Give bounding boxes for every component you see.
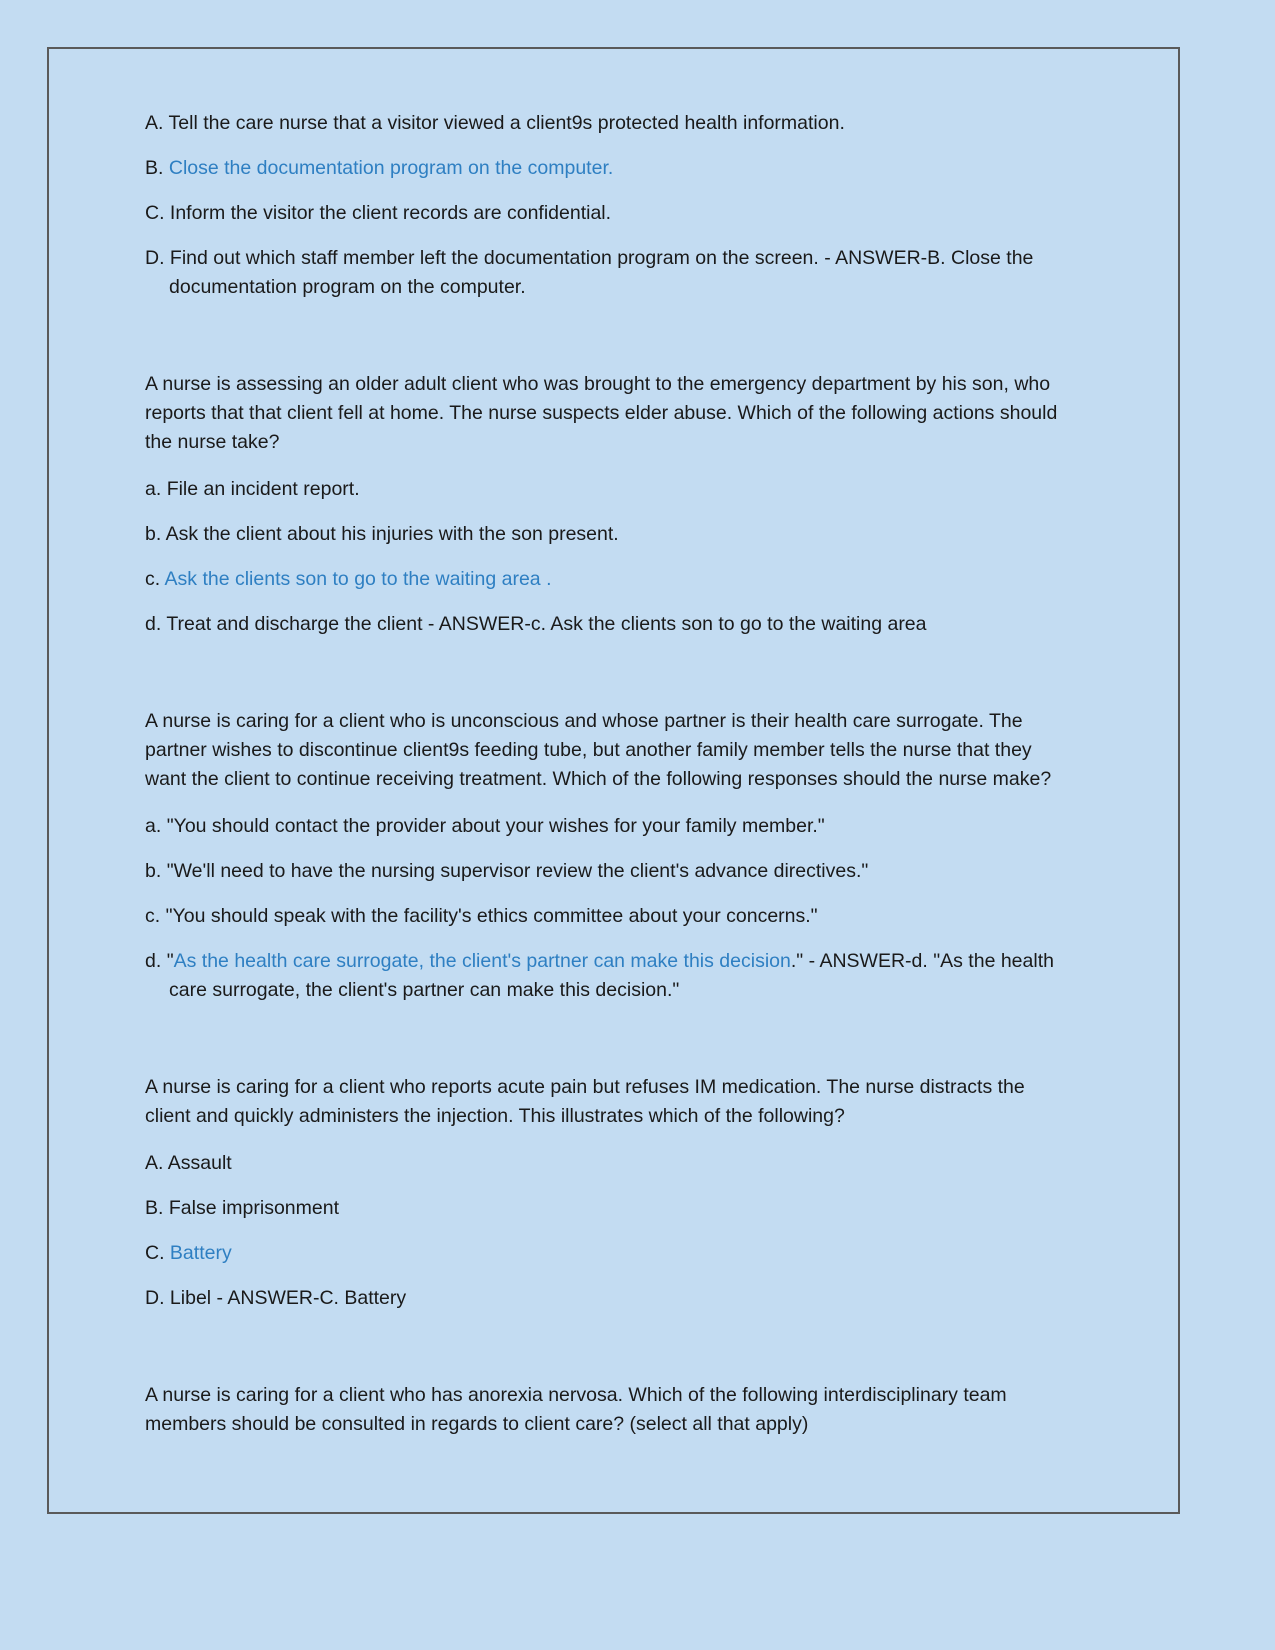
- option-d-1: [145, 244, 1075, 302]
- option-label: D.: [145, 1287, 165, 1309]
- option-text: "You should contact the provider about your wishes for your family member.": [166, 815, 825, 837]
- option-text: False imprisonment: [168, 1197, 339, 1219]
- option-label: d.: [145, 950, 162, 972]
- option-text: "We'll need to have the nursing supervisor review the client's advance directives.": [166, 860, 869, 882]
- option-text: Find out which staff member left the documentation program on the screen. - ANSWER-B. Close the documentation program on the computer.: [169, 247, 1034, 298]
- question-2: A nurse is assessing an older adult client who was brought to the emergency department by his son, who reports that that client fell at home. The nurse suspects elder abuse. Which of the following actions should the nurse take?: [145, 373, 1058, 453]
- question-4: A nurse is caring for a client who reports acute pain but refuses IM medication. The nurse distracts the client and quickly administers the injection. This illustrates which of the following?: [145, 1076, 1025, 1127]
- option-text: Tell the care nurse that a visitor viewed a client9s protected health information.: [168, 112, 845, 134]
- option-d-3: [145, 947, 1075, 1005]
- option-text: Libel - ANSWER-C. Battery: [169, 1287, 407, 1309]
- option-c-1: [145, 199, 1075, 228]
- option-label: B.: [145, 157, 164, 179]
- option-label: a.: [145, 815, 162, 837]
- option-text: "You should speak with the facility's ethics committee about your concerns.": [165, 905, 818, 927]
- option-label: C.: [145, 1242, 165, 1264]
- question-3: A nurse is caring for a client who is unconscious and whose partner is their health care surrogate. The partner wishes to discontinue client9s feeding tube, but another family member tells the nurse that they want the client to continue receiving treatment. Which of the following responses should the nurse make?: [145, 710, 1052, 790]
- option-d-2: [145, 610, 1075, 639]
- option-label: B.: [145, 1197, 164, 1219]
- option-c-3: [145, 902, 1075, 931]
- option-b-1: [145, 154, 1075, 183]
- option-label: A.: [145, 112, 164, 134]
- option-a-2: [145, 475, 1075, 504]
- section-gap-2: [145, 655, 1075, 707]
- document-page: [47, 47, 1180, 1514]
- option-label: b.: [145, 523, 162, 545]
- option-text: Close the documentation program on the computer.: [168, 157, 614, 179]
- section-gap-1: [145, 318, 1075, 370]
- option-text-post: ." - ANSWER-d. "As the health care surrogate, the client's partner can make this decision.": [169, 950, 1054, 1001]
- option-text: Ask the clients son to go to the waiting area .: [164, 568, 552, 590]
- option-b-4: [145, 1194, 1075, 1223]
- option-b-3: [145, 857, 1075, 886]
- option-label: D.: [145, 247, 165, 269]
- option-label: a.: [145, 478, 162, 500]
- option-text-highlighted: As the health care surrogate, the client's partner can make this decision: [173, 950, 791, 972]
- option-c-4: [145, 1239, 1075, 1268]
- option-a-1: [145, 109, 1075, 138]
- option-text: Treat and discharge the client - ANSWER-c. Ask the clients son to go to the waiting area: [166, 613, 927, 635]
- option-label: b.: [145, 860, 162, 882]
- option-label: C.: [145, 202, 165, 224]
- option-text: Ask the client about his injuries with the son present.: [165, 523, 619, 545]
- option-a-3: [145, 812, 1075, 841]
- option-a-4: [145, 1149, 1075, 1178]
- option-text: File an incident report.: [166, 478, 360, 500]
- document-content: [145, 109, 1075, 1457]
- option-label: A.: [145, 1152, 164, 1174]
- option-b-2: [145, 520, 1075, 549]
- option-label: d.: [145, 613, 162, 635]
- option-label: c.: [145, 905, 161, 927]
- option-text-pre: ": [166, 950, 174, 972]
- option-label: c.: [145, 568, 161, 590]
- option-d-4: [145, 1284, 1075, 1313]
- option-text: Assault: [167, 1152, 232, 1174]
- option-text: Battery: [169, 1242, 232, 1264]
- option-text: Inform the visitor the client records are confidential.: [169, 202, 612, 224]
- section-gap-3: [145, 1021, 1075, 1073]
- option-c-2: [145, 565, 1075, 594]
- section-gap-4: [145, 1329, 1075, 1381]
- question-5: A nurse is caring for a client who has anorexia nervosa. Which of the following interdisciplinary team members should be consulted in regards to client care? (select all that apply): [145, 1384, 1007, 1435]
